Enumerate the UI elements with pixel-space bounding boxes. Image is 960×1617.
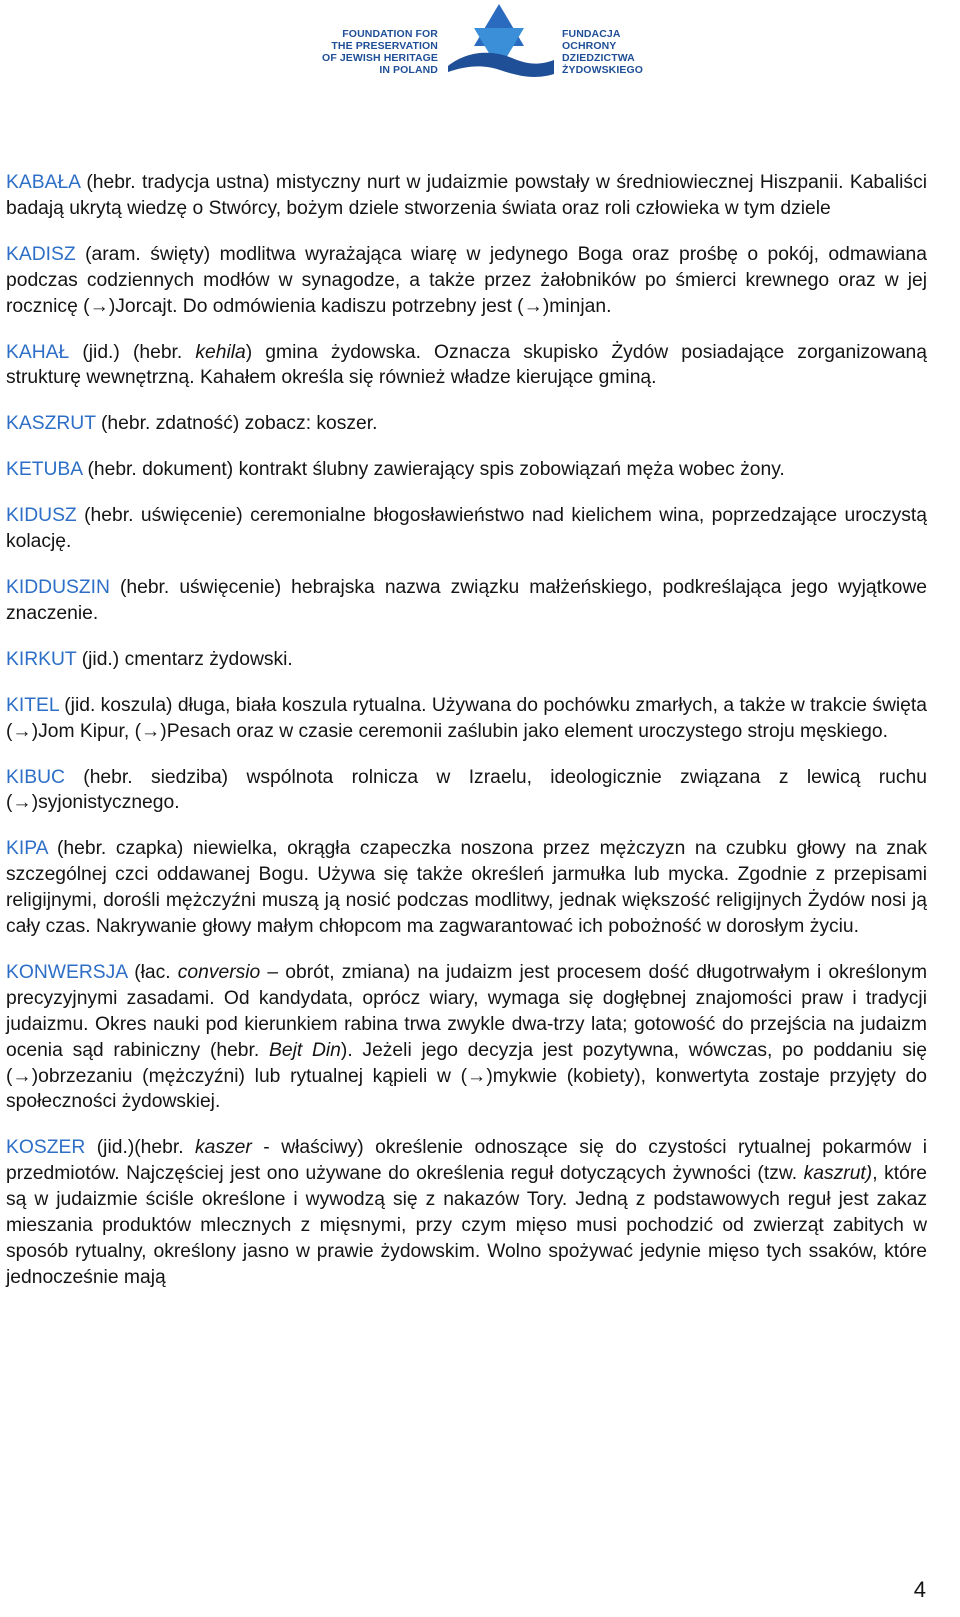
glossary-entry-koszer (6, 1135, 927, 1290)
entry-definition: (jid.)(hebr. (85, 1137, 196, 1159)
entry-definition: (jid. koszula) długa, biała koszula rytualna. Używana do pochówku zmarłych, a także w trakcie święta (→)Jom Kipur, (→)Pesach oraz w czasie ceremonii zaślubin jako element uroczystego stroju męskiego. (6, 694, 927, 742)
entry-definition: (hebr. czapka) niewielka, okrągła czapeczka noszona przez mężczyzn na czubku głowy na znak szczególnej czci oddawanej Bogu. Używa się także określeń jarmułka lub mycka. Zgodnie z przepisami religijnymi, dorośli mężczyźni muszą ją nosić podczas modlitwy, jednak większość religijnych Żydów nosi ją cały czas. Nakrywanie głowy małym chłopcom ma zagwarantować ich pobożność w dorosłym życiu. (6, 838, 927, 938)
entry-definition-italic: Bejt Din (269, 1039, 341, 1061)
glossary-entry-kidusz (6, 503, 927, 555)
glossary-entry-kirkut (6, 647, 927, 673)
entry-definition: (hebr. zdatność) zobacz: koszer. (95, 413, 378, 435)
entry-term: KIRKUT (6, 648, 77, 670)
logo-line: THE PRESERVATION (331, 40, 438, 52)
entry-definition: ) gmina żydowska. Oznacza skupisko Żydów posiadające zorganizowaną strukturę wewnętrzną. Kahałem określa się również władze kierujące gminą. (6, 341, 927, 389)
entry-definition: , które są w judaizmie ściśle określone i wywodzą się z nakazów Tory. Jedną z podstawowych reguł jest zakaz mieszania produktów mlecznych z mięsnymi, przy czym mięso musi pochodzić od zwierząt zabitych w sposób rytualny, określony jasno w prawie żydowskim. Wolno spożywać jedynie mięso tych ssaków, które jednocześnie mają (6, 1163, 927, 1288)
foundation-name-english (302, 28, 438, 76)
entry-term: KADISZ (6, 243, 76, 265)
entry-definition: (hebr. dokument) kontrakt ślubny zawierający spis zobowiązań męża wobec żony. (82, 459, 785, 481)
entry-term: KONWERSJA (6, 961, 128, 983)
page-number: 4 (913, 1577, 926, 1602)
entry-definition: – obrót, zmiana) na judaizm jest procesem dość długotrwałym i określonym precyzyjnymi zasadami. Od kandydata, oprócz wiary, wymaga się dogłębnej znajomości praw i tradycji judaizmu. Okres nauki pod kierunkiem rabina trwa zwykle dwa-trzy lata; gotowość do przejścia na judaizm ocenia sąd rabiniczny (hebr. (6, 961, 928, 1061)
entry-term: KETUBA (6, 459, 83, 481)
glossary-entry-kitel (6, 693, 927, 745)
star-of-david-logo-icon (438, 0, 560, 82)
logo-line: OF JEWISH HERITAGE (322, 52, 438, 64)
logo-line: OCHRONY (562, 40, 617, 52)
entry-definition: (jid.) (hebr. (69, 341, 196, 363)
entry-definition: (jid.) cmentarz żydowski. (76, 648, 293, 670)
entry-term: KIBUC (6, 766, 65, 788)
entry-definition: (łac. (127, 961, 178, 983)
glossary-entry-kaszrut (6, 411, 927, 437)
page-header (0, 0, 960, 90)
entry-term: KIDDUSZIN (6, 576, 110, 598)
entry-definition-italic: kaszer (195, 1137, 252, 1159)
entry-term: KITEL (6, 694, 59, 716)
entry-definition-italic: kaszrut) (803, 1163, 873, 1185)
entry-definition: (hebr. tradycja ustna) mistyczny nurt w judaizmie powstały w średniowiecznej Hiszpanii. Kabaliści badają ukrytą wiedzę o Stwórcy, bożym dziele stworzenia świata oraz roli człowieka w tym dziele (6, 172, 927, 219)
glossary-entries (6, 170, 927, 1311)
entry-definition: (hebr. uświęcenie) ceremonialne błogosławieństwo nad kielichem wina, poprzedzające uroczystą kolację. (6, 505, 927, 553)
glossary-entry-ketuba (6, 457, 927, 483)
entry-definition: - właściwy) określenie odnoszące się do czystości rytualnej pokarmów i przedmiotów. Najczęściej jest ono używane do określenia reguł dotyczących żywności (tzw. (6, 1137, 927, 1185)
entry-term: KIPA (6, 838, 48, 860)
glossary-entry-kahal (6, 340, 927, 392)
logo-line: IN POLAND (379, 64, 438, 76)
entry-term: KIDUSZ (6, 505, 77, 527)
entry-definition: ). Jeżeli jego decyzja jest pozytywna, wówczas, po poddaniu się (→)obrzezaniu (mężczyźni) lub rytualnej kąpieli w (→)mykwie (kobiety), konwertyta zostaje przyjęty do społeczności żydowskiej. (6, 1039, 927, 1113)
entry-term: KABAŁA (6, 172, 80, 193)
entry-term: KASZRUT (6, 413, 96, 435)
glossary-entry-kidduszin (6, 575, 927, 627)
entry-definition: (hebr. siedziba) wspólnota rolnicza w Izraelu, ideologicznie związana z lewicą ruchu (→)syjonistycznego. (6, 766, 927, 814)
entry-definition-italic: conversio (177, 961, 261, 983)
logo-line: FOUNDATION FOR (342, 28, 438, 40)
entry-term: KAHAŁ (6, 341, 70, 363)
glossary-entry-kipa (6, 836, 927, 940)
logo-line: DZIEDZICTWA (562, 52, 635, 64)
entry-definition-italic: kehila (195, 341, 246, 363)
glossary-entry-kibuc (6, 765, 927, 817)
glossary-entry-konwersja (6, 960, 927, 1115)
entry-definition: (hebr. uświęcenie) hebrajska nazwa związku małżeńskiego, podkreślająca jego wyjątkowe znaczenie. (6, 576, 927, 624)
entry-term: KOSZER (6, 1137, 86, 1159)
entry-definition: (aram. święty) modlitwa wyrażająca wiarę w jedynego Boga oraz prośbę o pokój, odmawiana podczas codziennych modłów w synagodze, a także przez żałobników po śmierci krewnego oraz w jej rocznicę (→)Jorcajt. Do odmówienia kadiszu potrzebny jest (→)minjan. (6, 243, 927, 317)
glossary-entry-kabala (6, 170, 927, 222)
foundation-name-polish (562, 28, 682, 76)
glossary-entry-kadisz (6, 242, 927, 320)
logo-line: ŻYDOWSKIEGO (562, 64, 644, 76)
logo-line: FUNDACJA (562, 28, 621, 40)
